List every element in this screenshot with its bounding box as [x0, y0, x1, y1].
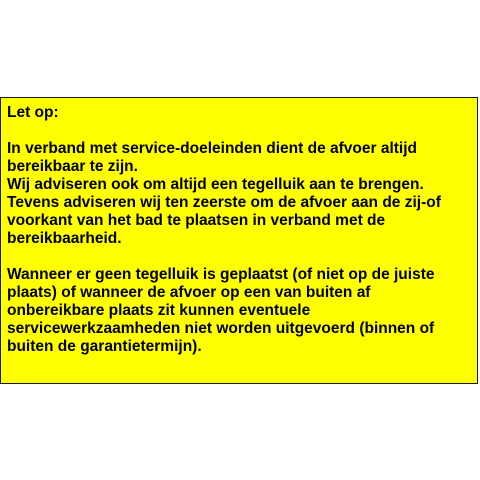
- notice-paragraph-service: In verband met service-doeleinden dient de afvoer altijd bereikbaar te zijn. Wij adviseren ook om altijd een tegelluik aan te brengen. Tevens adviseren wij ten zeerste om de afvoer aan de zij-of voorkant van het bad te plaatsen in verband met de bereikbaarheid.: [7, 140, 441, 247]
- notice-paragraph-warranty: Wanneer er geen tegelluik is geplaatst (of niet op de juiste plaats) of wanneer de afvoer op een van buiten af onbereikbare plaats zit kunnen eventuele servicewerkzaamheden niet worden uitgevoerd (binnen of buiten de garantietermijn).: [7, 266, 435, 355]
- notice-title: Let op:: [7, 104, 59, 121]
- notice-box: [0, 97, 478, 384]
